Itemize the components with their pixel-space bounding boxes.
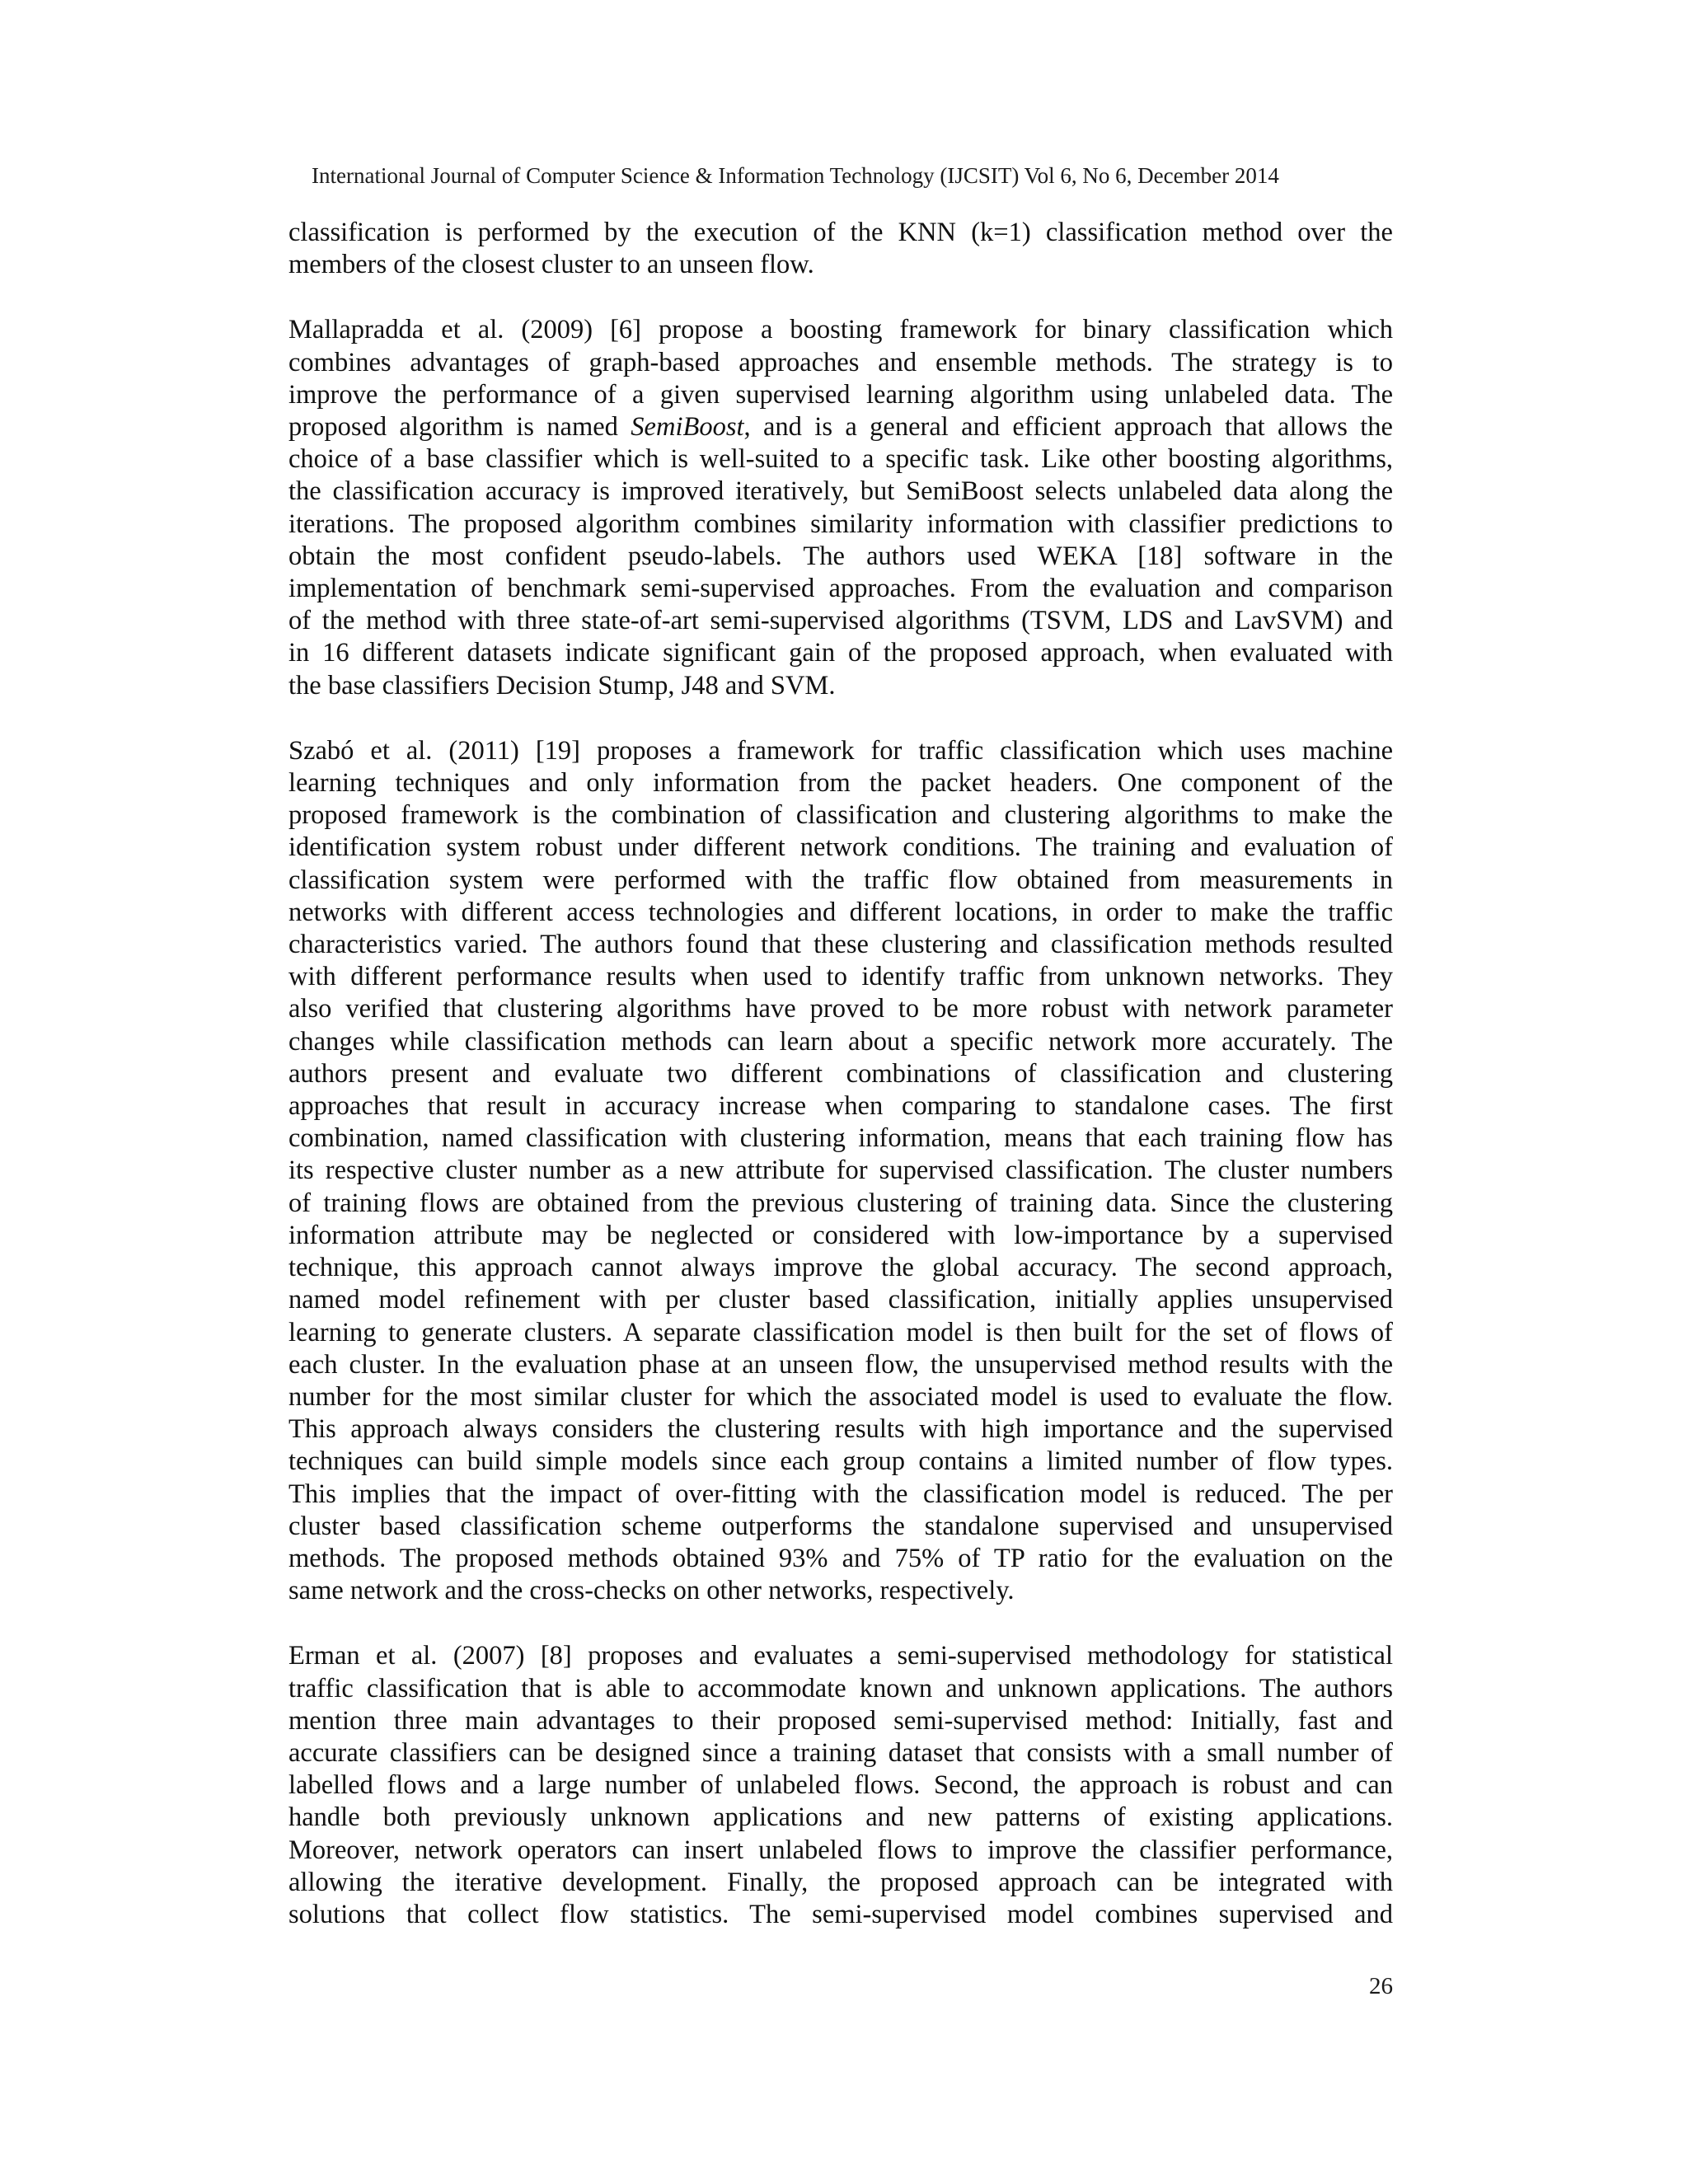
text-segment: , and is a general and efficient approach that allows the	[743, 412, 1393, 443]
text-line: learning techniques and only information from the packet headers. One component of the	[288, 768, 1393, 799]
text-line: improve the performance of a given supervised learning algorithm using unlabeled data. The	[288, 379, 1393, 410]
running-header: International Journal of Computer Science & Information Technology (IJCSIT) Vol 6, No 6, December 2014	[312, 163, 1279, 188]
text-line: in 16 different datasets indicate significant gain of the proposed approach, when evaluated with	[288, 638, 1393, 668]
text-line: the classification accuracy is improved iteratively, but SemiBoost selects unlabeled data along the	[288, 476, 1393, 507]
text-line: approaches that result in accuracy increase when comparing to standalone cases. The first	[288, 1091, 1393, 1122]
text-line: techniques can build simple models since each group contains a limited number of flow types.	[288, 1446, 1393, 1477]
text-line: Mallapradda et al. (2009) [6] propose a boosting framework for binary classification which	[288, 315, 1393, 345]
text-line: characteristics varied. The authors found that these clustering and classification methods resulted	[288, 930, 1393, 960]
text-line: This approach always considers the clustering results with high importance and the supervised	[288, 1414, 1393, 1445]
text-line: This implies that the impact of over-fitting with the classification model is reduced. The per	[288, 1479, 1393, 1509]
text-line: implementation of benchmark semi-supervised approaches. From the evaluation and comparison	[288, 574, 1393, 604]
text-line: named model refinement with per cluster based classification, initially applies unsupervised	[288, 1285, 1393, 1315]
text-line: with different performance results when used to identify traffic from unknown networks. They	[288, 962, 1393, 992]
text-line: information attribute may be neglected or considered with low-importance by a supervised	[288, 1220, 1393, 1250]
text-line: cluster based classification scheme outperforms the standalone supervised and unsupervised	[288, 1511, 1393, 1541]
text-line: same network and the cross-checks on other networks, respectively.	[288, 1576, 1015, 1606]
text-line: networks with different access technologies and different locations, in order to make the traffic	[288, 897, 1393, 927]
text-line: allowing the iterative development. Finally, the proposed approach can be integrated with	[288, 1867, 1393, 1897]
text-line: handle both previously unknown applications and new patterns of existing applications.	[288, 1802, 1393, 1833]
paragraph-mallapradda	[288, 314, 1393, 701]
text-line: methods. The proposed methods obtained 93% and 75% of TP ratio for the evaluation on the	[288, 1543, 1393, 1573]
text-line: iterations. The proposed algorithm combines similarity information with classifier predictions to	[288, 509, 1393, 539]
text-line: Moreover, network operators can insert unlabeled flows to improve the classifier performance,	[288, 1835, 1393, 1865]
text-line: classification is performed by the execution of the KNN (k=1) classification method over the	[288, 218, 1393, 247]
text-line: identification system robust under different network conditions. The training and evaluation of	[288, 832, 1393, 863]
text-line: obtain the most confident pseudo-labels. The authors used WEKA [18] software in the	[288, 541, 1393, 571]
text-line: of the method with three state-of-art semi-supervised algorithms (TSVM, LDS and LavSVM) and	[288, 606, 1393, 636]
text-line: traffic classification that is able to accommodate known and unknown applications. The authors	[288, 1673, 1393, 1704]
paragraph-knn-classification	[288, 217, 1393, 281]
text-line: of training flows are obtained from the previous clustering of training data. Since the clustering	[288, 1188, 1393, 1218]
paragraph-erman	[288, 1640, 1393, 1931]
text-segment: proposed algorithm is named	[288, 412, 631, 443]
text-line: solutions that collect flow statistics. The semi-supervised model combines supervised and	[288, 1899, 1393, 1929]
text-line: accurate classifiers can be designed since a training dataset that consists with a small number of	[288, 1737, 1393, 1768]
text-line: each cluster. In the evaluation phase at an unseen flow, the unsupervised method results with the	[288, 1349, 1393, 1380]
text-line: changes while classification methods can learn about a specific network more accurately. The	[288, 1026, 1393, 1057]
text-line: its respective cluster number as a new attribute for supervised classification. The cluster numbers	[288, 1155, 1393, 1186]
text-line: choice of a base classifier which is well-suited to a specific task. Like other boosting algorithms,	[288, 444, 1393, 475]
page-number: 26	[1369, 1973, 1393, 1999]
emphasis-semiboost: SemiBoost	[631, 412, 744, 443]
text-line: combines advantages of graph-based approaches and ensemble methods. The strategy is to	[288, 347, 1393, 377]
text-line: learning to generate clusters. A separate classification model is then built for the set of flows of	[288, 1317, 1393, 1347]
text-line: technique, this approach cannot always improve the global accuracy. The second approach,	[288, 1253, 1393, 1283]
text-line: Erman et al. (2007) [8] proposes and evaluates a semi-supervised methodology for statistical	[288, 1641, 1393, 1671]
text-line: number for the most similar cluster for which the associated model is used to evaluate the flow.	[288, 1381, 1393, 1412]
paragraph-szabo	[288, 735, 1393, 1607]
text-line-with-emphasis	[288, 411, 1393, 443]
text-line: members of the closest cluster to an unseen flow.	[288, 250, 814, 280]
text-line: classification system were performed with the traffic flow obtained from measurements in	[288, 865, 1393, 895]
text-line: the base classifiers Decision Stump, J48 and SVM.	[288, 670, 836, 701]
body-text	[288, 217, 1393, 1964]
text-line: Szabó et al. (2011) [19] proposes a framework for traffic classification which uses machine	[288, 735, 1393, 766]
text-line: mention three main advantages to their proposed semi-supervised method: Initially, fast and	[288, 1705, 1393, 1736]
text-line: proposed framework is the combination of classification and clustering algorithms to make the	[288, 800, 1393, 831]
text-line: labelled flows and a large number of unlabeled flows. Second, the approach is robust and can	[288, 1770, 1393, 1801]
text-line: combination, named classification with clustering information, means that each training flow has	[288, 1123, 1393, 1154]
text-line: authors present and evaluate two different combinations of classification and clustering	[288, 1058, 1393, 1089]
text-line: also verified that clustering algorithms have proved to be more robust with network parameter	[288, 994, 1393, 1024]
